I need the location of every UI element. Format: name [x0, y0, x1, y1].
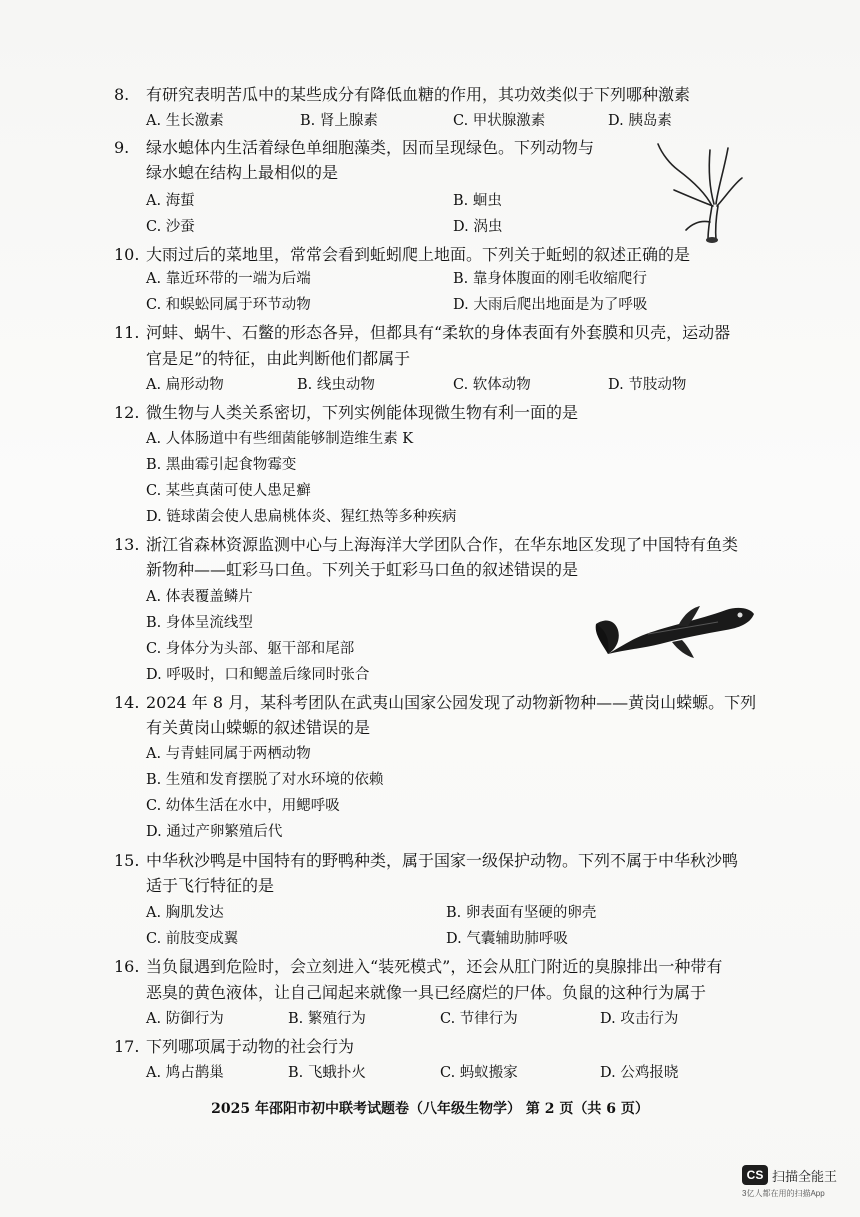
question-13-option-c: C. 身体分为头部、躯干部和尾部 — [146, 641, 355, 657]
question-12-option-b: B. 黑曲霉引起食物霉变 — [146, 457, 297, 473]
question-14-option-a: A. 与青蛙同属于两栖动物 — [146, 746, 311, 762]
question-11-stem-line-1: 11. 河蚌、蜗牛、石鳖的形态各异，但都具有“柔软的身体表面有外套膜和贝壳，运动器 — [114, 323, 731, 342]
question-11-stem-line-2: 官是足”的特征，由此判断他们都属于 — [146, 349, 411, 368]
question-9-option-d: D. 涡虫 — [453, 219, 503, 235]
question-9-option-a: A. 海蜇 — [146, 193, 195, 209]
scanner-app-name: 扫描全能王 — [772, 1169, 838, 1184]
question-9-stem-line-2: 绿水螅在结构上最相似的是 — [146, 163, 339, 182]
question-14-option-c: C. 幼体生活在水中，用鳃呼吸 — [146, 798, 340, 814]
question-10-stem: 10. 大雨过后的菜地里，常常会看到蚯蚓爬上地面。下列关于蚯蚓的叙述正确的是 — [114, 245, 691, 264]
question-14-option-b: B. 生殖和发育摆脱了对水环境的依赖 — [146, 772, 384, 788]
page-footer: 2025 年邵阳市初中联考试题卷（八年级生物学） 第 2 页（共 6 页） — [211, 1101, 649, 1117]
question-15-option-c: C. 前肢变成翼 — [146, 931, 239, 947]
green-hydra-illustration — [650, 140, 745, 245]
question-9-option-b: B. 蛔虫 — [453, 193, 502, 209]
question-13-stem-line-2: 新物种——虹彩马口鱼。下列关于虹彩马口鱼的叙述错误的是 — [146, 560, 579, 579]
question-13-option-a: A. 体表覆盖鳞片 — [146, 589, 253, 605]
question-14-stem-line-2: 有关黄岗山蝾螈的叙述错误的是 — [146, 718, 371, 737]
question-16-stem-line-1: 16. 当负鼠遇到危险时，会立刻进入“装死模式”，还会从肛门附近的臭腺排出一种带有 — [114, 957, 723, 976]
question-15-stem-line-1: 15. 中华秋沙鸭是中国特有的野鸭种类，属于国家一级保护动物。下列不属于中华秋沙鸭 — [114, 851, 739, 870]
question-12-option-a: A. 人体肠道中有些细菌能够制造维生素 K — [146, 431, 414, 447]
question-14-option-d: D. 通过产卵繁殖后代 — [146, 824, 283, 840]
rainbow-fish-illustration — [588, 584, 758, 670]
question-17-option-d: D. 公鸡报晓 — [600, 1065, 679, 1081]
question-10-option-b: B. 靠身体腹面的刚毛收缩爬行 — [453, 271, 647, 287]
question-8-option-b: B. 肾上腺素 — [300, 113, 378, 129]
question-11-option-d: D. 节肢动物 — [608, 377, 687, 393]
question-17-stem: 17. 下列哪项属于动物的社会行为 — [114, 1037, 355, 1056]
question-17-option-b: B. 飞蛾扑火 — [288, 1065, 366, 1081]
question-11-option-a: A. 扁形动物 — [146, 377, 224, 393]
question-16-option-c: C. 节律行为 — [440, 1011, 518, 1027]
question-11-option-c: C. 软体动物 — [453, 377, 531, 393]
question-9-option-c: C. 沙蚕 — [146, 219, 195, 235]
question-14-stem-line-1: 14. 2024 年 8 月，某科考团队在武夷山国家公园发现了动物新物种——黄岗山蝾螈。下列 — [114, 693, 757, 712]
question-16-option-d: D. 攻击行为 — [600, 1011, 679, 1027]
question-12-option-d: D. 链球菌会使人患扁桃体炎、猩红热等多种疾病 — [146, 509, 457, 525]
question-16-option-a: A. 防御行为 — [146, 1011, 224, 1027]
question-16-stem-line-2: 恶臭的黄色液体，让自己闻起来就像一具已经腐烂的尸体。负鼠的这种行为属于 — [146, 983, 707, 1002]
question-13-option-b: B. 身体呈流线型 — [146, 615, 253, 631]
question-12-stem: 12. 微生物与人类关系密切，下列实例能体现微生物有利一面的是 — [114, 403, 579, 422]
camscanner-logo-icon: CS — [742, 1165, 768, 1185]
question-9-stem-line-1: 9. 绿水螅体内生活着绿色单细胞藻类，因而呈现绿色。下列动物与 — [114, 138, 595, 157]
question-10-option-c: C. 和蜈蚣同属于环节动物 — [146, 297, 311, 313]
scanner-tagline: 3亿人都在用的扫描App — [742, 1189, 825, 1198]
question-12-option-c: C. 某些真菌可使人患足癣 — [146, 483, 311, 499]
question-15-stem-line-2: 适于飞行特征的是 — [146, 876, 275, 895]
question-8-option-a: A. 生长激素 — [146, 113, 224, 129]
question-17-option-a: A. 鸠占鹊巢 — [146, 1065, 224, 1081]
question-15-option-b: B. 卵表面有坚硬的卵壳 — [446, 905, 597, 921]
question-11-option-b: B. 线虫动物 — [297, 377, 375, 393]
question-15-option-d: D. 气囊辅助肺呼吸 — [446, 931, 568, 947]
scanner-watermark — [742, 1165, 842, 1205]
question-15-option-a: A. 胸肌发达 — [146, 905, 224, 921]
question-13-option-d: D. 呼吸时，口和鳃盖后缘同时张合 — [146, 667, 370, 683]
question-17-option-c: C. 蚂蚁搬家 — [440, 1065, 518, 1081]
question-16-option-b: B. 繁殖行为 — [288, 1011, 366, 1027]
question-10-option-d: D. 大雨后爬出地面是为了呼吸 — [453, 297, 648, 313]
question-8-option-d: D. 胰岛素 — [608, 113, 672, 129]
question-10-option-a: A. 靠近环带的一端为后端 — [146, 271, 311, 287]
question-13-stem-line-1: 13. 浙江省森林资源监测中心与上海海洋大学团队合作，在华东地区发现了中国特有鱼类 — [114, 535, 739, 554]
question-8-option-c: C. 甲状腺激素 — [453, 113, 546, 129]
question-8-stem: 8. 有研究表明苦瓜中的某些成分有降低血糖的作用，其功效类似于下列哪种激素 — [114, 85, 691, 104]
